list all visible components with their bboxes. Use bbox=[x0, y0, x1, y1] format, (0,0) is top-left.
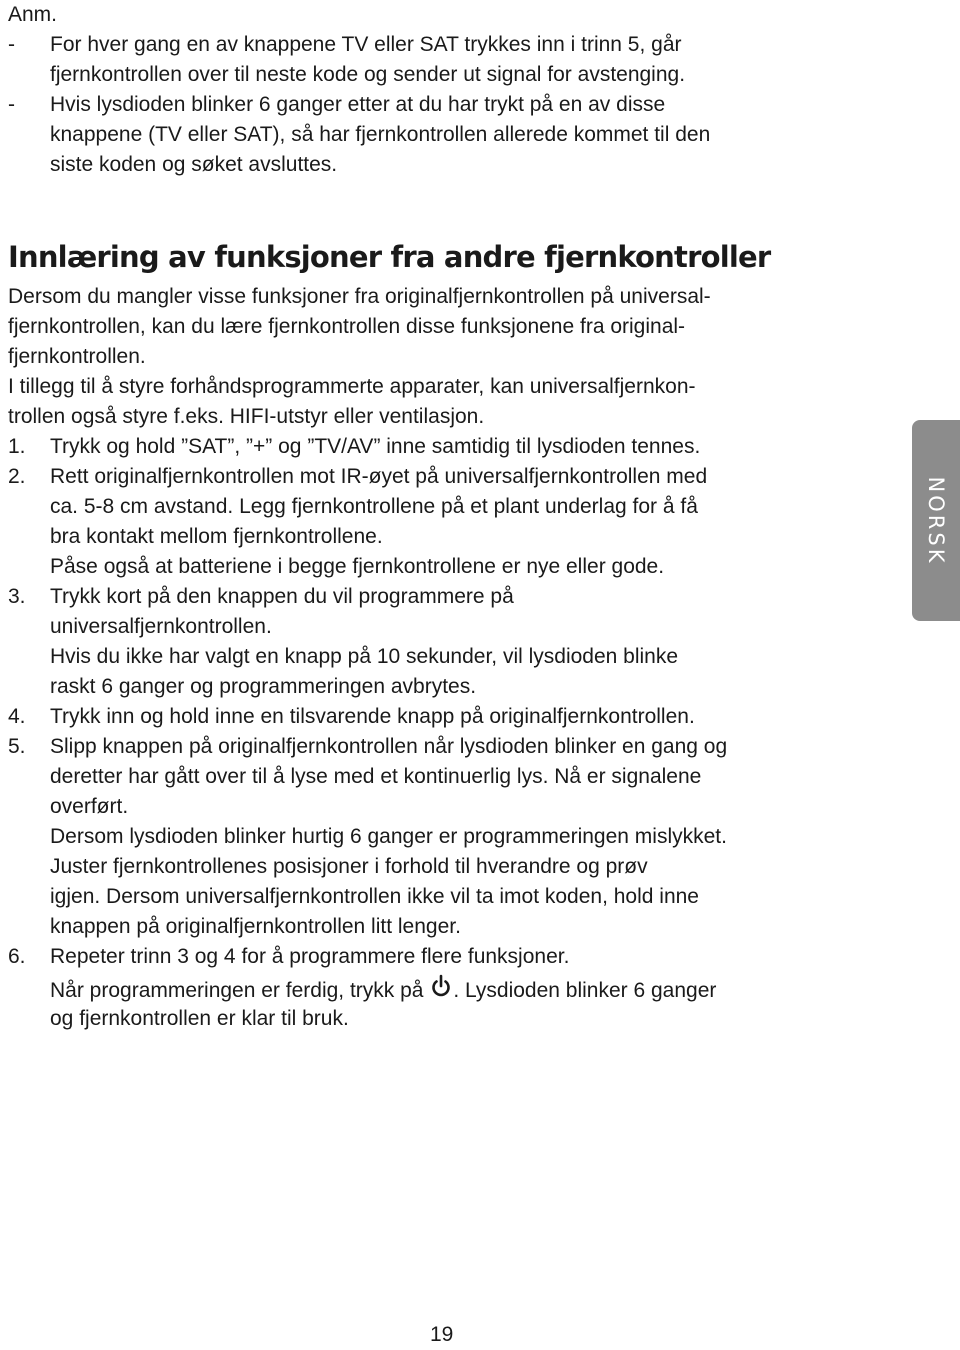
step-text: Påse også at batteriene i begge fjernkontrollene er nye eller gode. bbox=[50, 555, 665, 578]
step-text: og fjernkontrollen er klar til bruk. bbox=[50, 1007, 349, 1030]
step-text-part: . Lysdioden blinker 6 ganger bbox=[453, 979, 717, 1002]
intro-text: trollen også styre f.eks. HIFI-utstyr eller ventilasjon. bbox=[8, 405, 485, 428]
note-text: Hvis lysdioden blinker 6 ganger etter at du har trykt på en av disse bbox=[50, 93, 666, 116]
language-tab bbox=[912, 420, 960, 621]
step-text: Slipp knappen på originalfjernkontrollen når lysdioden blinker en gang og bbox=[50, 735, 728, 758]
step-text: Trykk og hold ”SAT”, ”+” og ”TV/AV” inne samtidig til lysdioden tennes. bbox=[50, 435, 701, 458]
intro-text: I tillegg til å styre forhåndsprogrammerte apparater, kan universalfjernkon- bbox=[8, 375, 696, 398]
note-label: Anm. bbox=[8, 3, 58, 26]
step-text: Rett originalfjernkontrollen mot IR-øyet på universalfjernkontrollen med bbox=[50, 465, 708, 488]
step-text: Trykk kort på den knappen du vil programmere på bbox=[50, 585, 514, 608]
step-text: Trykk inn og hold inne en tilsvarende knapp på originalfjernkontrollen. bbox=[50, 705, 695, 728]
page-number: 19 bbox=[430, 1323, 454, 1346]
step-text: Juster fjernkontrollenes posisjoner i forhold til hverandre og prøv bbox=[50, 855, 648, 878]
step-text-part: Når programmeringen er ferdig, trykk på bbox=[50, 979, 424, 1002]
intro-text: fjernkontrollen, kan du lære fjernkontrollen disse funksjonene fra original- bbox=[8, 315, 686, 338]
note-text: fjernkontrollen over til neste kode og sender ut signal for avstenging. bbox=[50, 63, 686, 86]
note-text: knappene (TV eller SAT), så har fjernkontrollen allerede kommet til den bbox=[50, 123, 711, 146]
step-text: Repeter trinn 3 og 4 for å programmere flere funksjoner. bbox=[50, 945, 570, 968]
step-number: 2. bbox=[8, 465, 26, 488]
intro-text: fjernkontrollen. bbox=[8, 345, 146, 368]
step-text: bra kontakt mellom fjernkontrollene. bbox=[50, 525, 383, 548]
step-text: Hvis du ikke har valgt en knapp på 10 sekunder, vil lysdioden blinke bbox=[50, 645, 679, 668]
step-text: deretter har gått over til å lyse med et kontinuerlig lys. Nå er signalene bbox=[50, 765, 702, 788]
power-icon bbox=[430, 974, 452, 1000]
step-text: knappen på originalfjernkontrollen litt lenger. bbox=[50, 915, 461, 938]
note-bullet-1: - bbox=[8, 33, 15, 56]
step-number: 6. bbox=[8, 945, 26, 968]
step-text: universalfjernkontrollen. bbox=[50, 615, 272, 638]
step-text: igjen. Dersom universalfjernkontrollen ikke vil ta imot koden, hold inne bbox=[50, 885, 699, 908]
step-number: 5. bbox=[8, 735, 26, 758]
language-tab-label: NORSK bbox=[924, 476, 948, 565]
step-text: raskt 6 ganger og programmeringen avbrytes. bbox=[50, 675, 477, 698]
step-number: 3. bbox=[8, 585, 26, 608]
step-text: overført. bbox=[50, 795, 129, 818]
step-number: 1. bbox=[8, 435, 26, 458]
step-text-with-icon bbox=[50, 974, 716, 1006]
note-text: siste koden og søket avsluttes. bbox=[50, 153, 338, 176]
step-text: ca. 5-8 cm avstand. Legg fjernkontrollene på et plant underlag for å få bbox=[50, 495, 698, 518]
note-bullet-2: - bbox=[8, 93, 15, 116]
step-number: 4. bbox=[8, 705, 26, 728]
section-title: Innlæring av funksjoner fra andre fjernkontroller bbox=[8, 240, 771, 274]
step-text: Dersom lysdioden blinker hurtig 6 ganger er programmeringen mislykket. bbox=[50, 825, 727, 848]
note-text: For hver gang en av knappene TV eller SAT trykkes inn i trinn 5, går bbox=[50, 33, 682, 56]
intro-text: Dersom du mangler visse funksjoner fra originalfjernkontrollen på universal- bbox=[8, 285, 711, 308]
